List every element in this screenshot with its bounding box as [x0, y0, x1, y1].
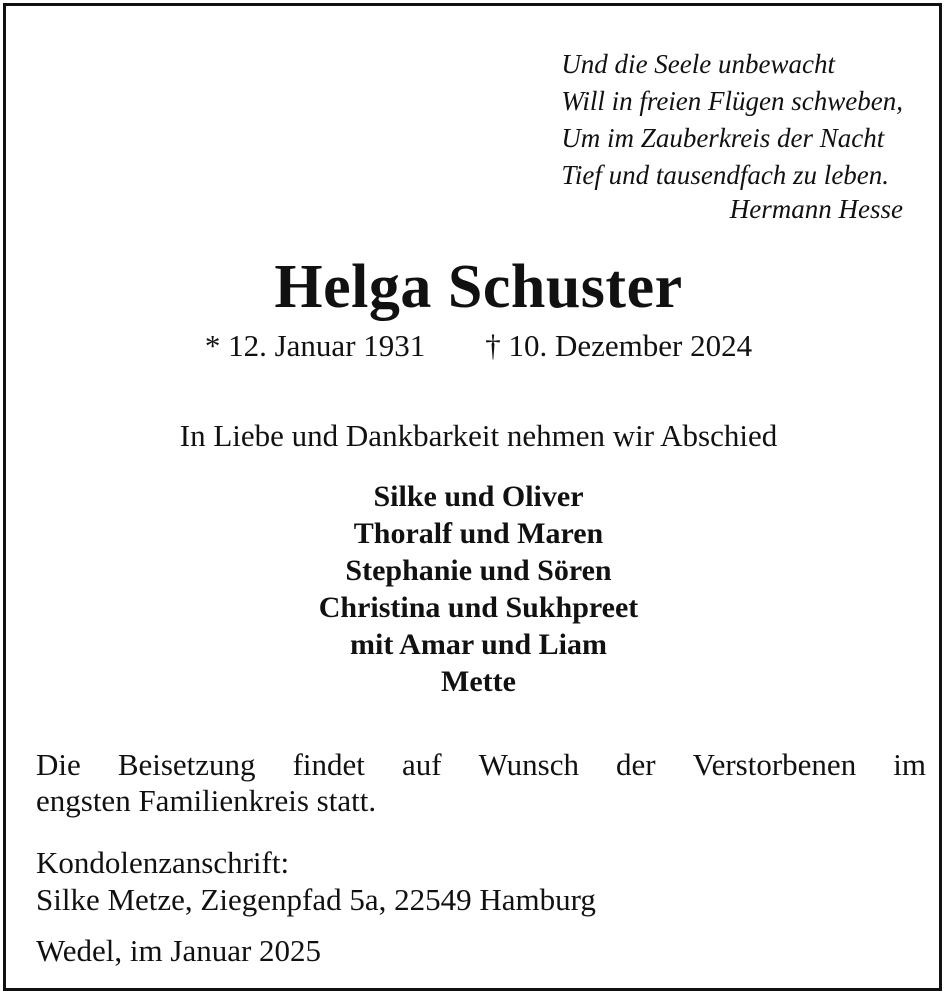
- deceased-name: Helga Schuster: [274, 253, 683, 321]
- condolence-address-block: [36, 844, 596, 918]
- family-member: Thoralf und Maren: [353, 517, 604, 550]
- family-member: Silke und Oliver: [373, 480, 584, 513]
- notice-word: Wunsch: [478, 747, 579, 782]
- death-date: † 10. Dezember 2024: [485, 328, 753, 363]
- funeral-notice-line: [36, 747, 926, 783]
- funeral-notice-line: engsten Familienkreis statt.: [36, 783, 377, 818]
- poem-line: Tief und tausendfach zu leben.: [561, 160, 890, 190]
- family-member: Mette: [441, 665, 516, 698]
- poem-author: Hermann Hesse: [729, 194, 903, 224]
- birth-date: * 12. Januar 1931: [204, 328, 426, 363]
- condolence-address: Silke Metze, Ziegenpfad 5a, 22549 Hamburg: [36, 882, 596, 917]
- notice-word: der: [616, 747, 656, 782]
- family-list: [6, 478, 951, 700]
- funeral-notice: [36, 747, 926, 819]
- notice-word: auf: [401, 747, 442, 782]
- poem-line: Und die Seele unbewacht: [561, 49, 835, 79]
- notice-word: im: [893, 747, 926, 782]
- notice-word: findet: [292, 747, 365, 782]
- poem-line: Um im Zauberkreis der Nacht: [561, 123, 885, 153]
- condolence-label: Kondolenzanschrift:: [36, 845, 290, 880]
- farewell-text: In Liebe und Dankbarkeit nehmen wir Abschied: [179, 418, 778, 453]
- family-member: mit Amar und Liam: [350, 628, 607, 661]
- notice-word: Die: [36, 747, 81, 782]
- poem: [561, 46, 903, 194]
- poem-line: Will in freien Flügen schweben,: [561, 86, 903, 116]
- obituary-frame: [3, 3, 942, 991]
- life-dates: [6, 324, 951, 368]
- notice-word: Verstorbenen: [692, 747, 857, 782]
- notice-word: Beisetzung: [117, 747, 256, 782]
- place-date: Wedel, im Januar 2025: [36, 933, 322, 968]
- family-member: Stephanie und Sören: [345, 554, 612, 587]
- family-member: Christina und Sukhpreet: [318, 591, 639, 624]
